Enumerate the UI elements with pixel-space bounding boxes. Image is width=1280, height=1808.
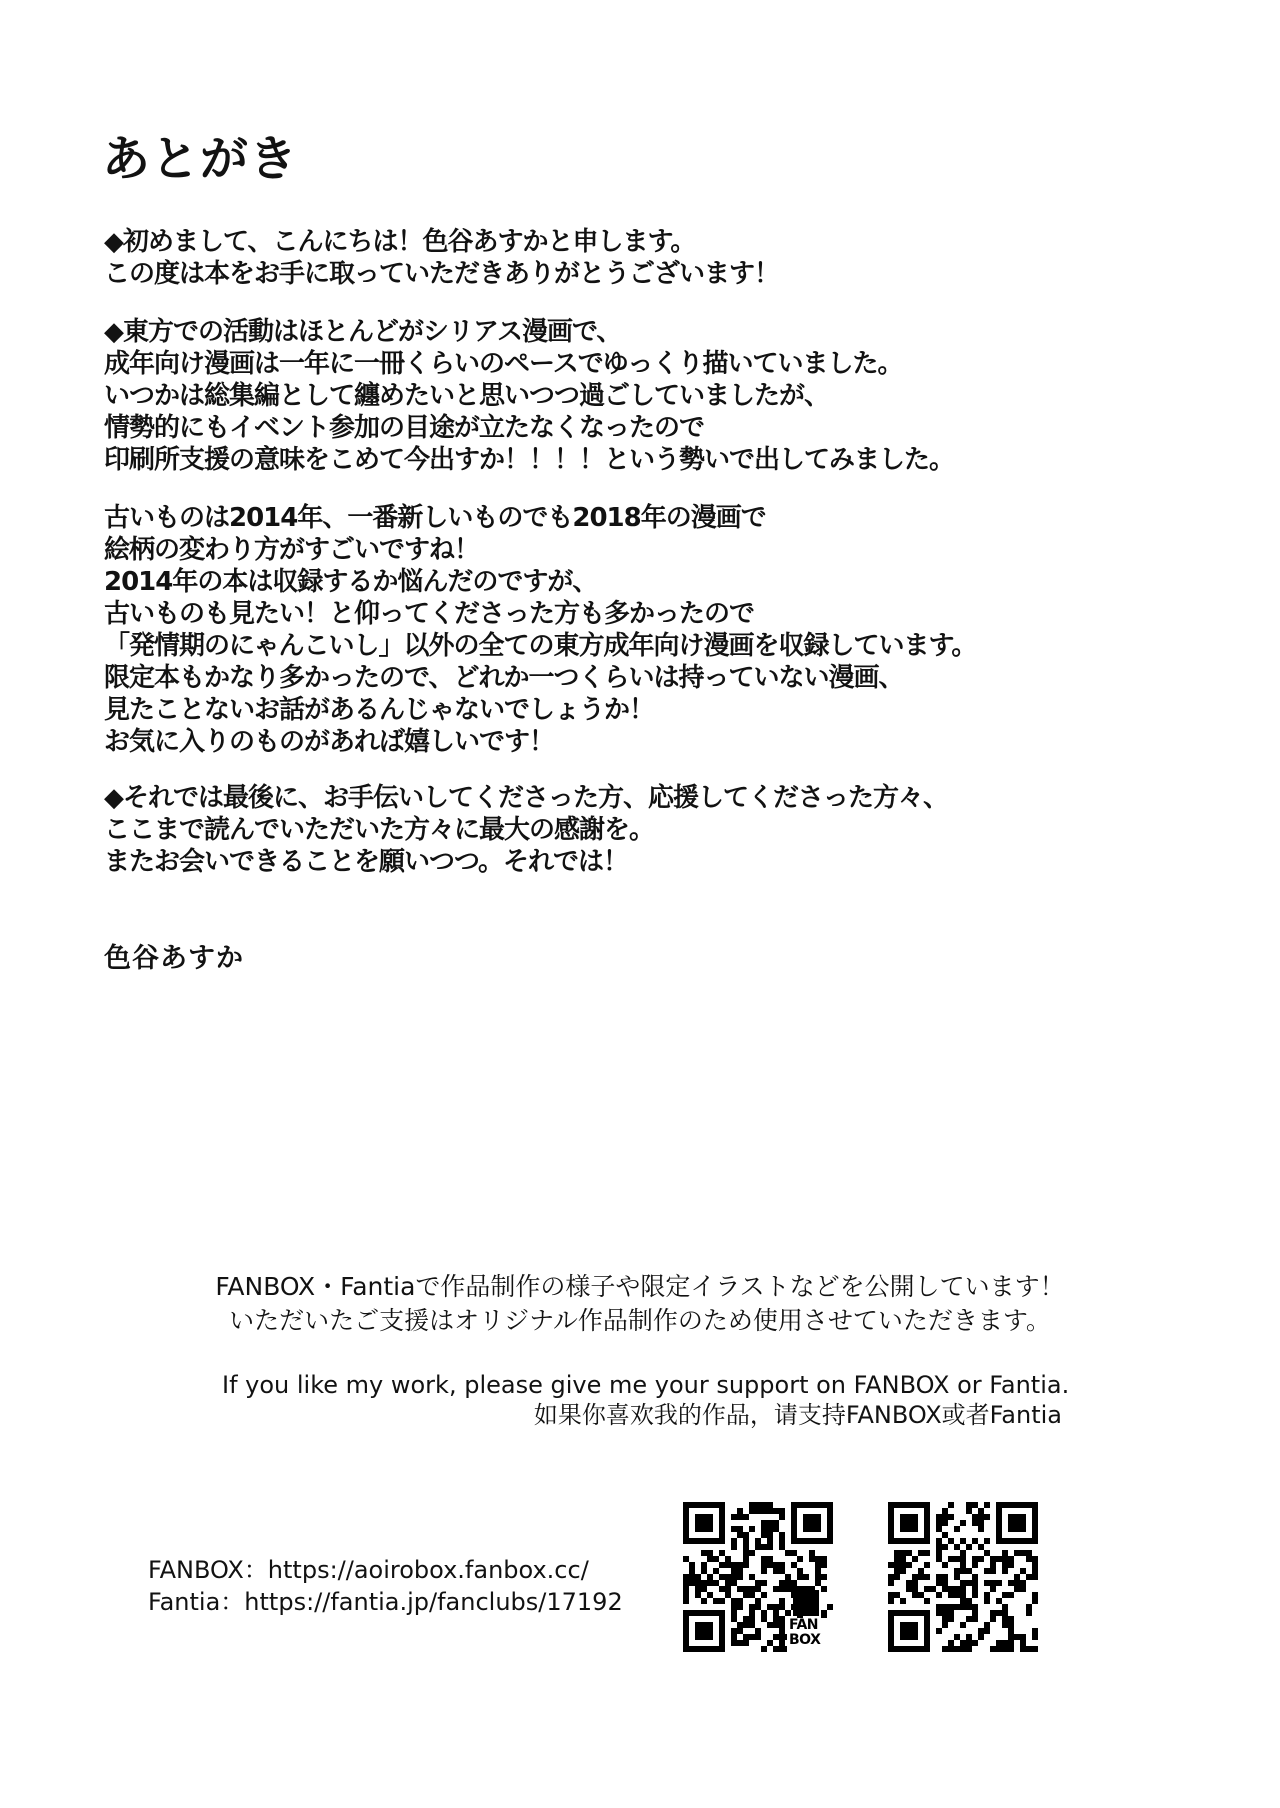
fantia-url: Fantia：https://fantia.jp/fanclubs/17192 bbox=[148, 1588, 623, 1616]
text-line: ◆初めまして、こんにちは！色谷あすかと申します。 bbox=[104, 227, 696, 257]
fanbox-url: FANBOX：https://aoirobox.fanbox.cc/ bbox=[148, 1556, 589, 1584]
text-line: 限定本もかなり多かったので、どれか一つくらいは持っていない漫画、 bbox=[104, 663, 904, 693]
support-notice-en: If you like my work, please give me your support on FANBOX or Fantia. bbox=[222, 1371, 1070, 1399]
text-line: 古いものも見たい！と仰ってくださった方も多かったので bbox=[104, 599, 755, 629]
text-line: 2014年の本は収録するか悩んだのですが、 bbox=[104, 567, 598, 597]
paragraph-greeting bbox=[104, 226, 779, 290]
text-line: 情勢的にもイベント参加の目途が立たなくなったので bbox=[104, 413, 705, 443]
paragraph-thanks bbox=[104, 782, 948, 878]
paragraph-activity bbox=[104, 316, 954, 476]
text-line: いつかは総集編として纏めたいと思いつつ過ごしていましたが、 bbox=[104, 381, 830, 411]
support-notice-zh: 如果你喜欢我的作品，请支持FANBOX或者Fantia bbox=[533, 1401, 1062, 1429]
qr-code-fanbox bbox=[683, 1502, 833, 1652]
text-line: お気に入りのものがあれば嬉しいです！ bbox=[104, 727, 555, 757]
text-line: またお会いできることを願いつつ。それでは！ bbox=[104, 847, 628, 877]
text-line: 古いものは2014年、一番新しいものでも2018年の漫画で bbox=[104, 503, 766, 533]
text-line: いただいたご支援はオリジナル作品制作のため使用させていただきます。 bbox=[229, 1306, 1051, 1335]
text-line: ここまで読んでいただいた方々に最大の感謝を。 bbox=[104, 815, 655, 845]
text-line: FAN bbox=[789, 1617, 819, 1633]
text-line: 印刷所支援の意味をこめて今出すか！！！！という勢いで出してみました。 bbox=[104, 445, 955, 475]
text-line: ◆それでは最後に、お手伝いしてくださった方、応援してくださった方々、 bbox=[104, 783, 948, 813]
support-links bbox=[148, 1554, 623, 1618]
author-signature: 色谷あすか bbox=[104, 943, 244, 974]
support-notice-jp bbox=[10, 1270, 1270, 1338]
fanbox-qr-label bbox=[787, 1618, 833, 1654]
qr-code-fantia bbox=[888, 1502, 1038, 1652]
text-line: BOX bbox=[789, 1632, 821, 1648]
paragraph-collection bbox=[104, 502, 976, 758]
text-line: FANBOX・Fantiaで作品制作の様子や限定イラストなどを公開しています！ bbox=[215, 1272, 1065, 1301]
text-line: 絵柄の変わり方がすごいですね！ bbox=[104, 535, 480, 565]
fanbox-logo-square bbox=[793, 1590, 819, 1616]
text-line: ◆東方での活動はほとんどがシリアス漫画で、 bbox=[104, 317, 622, 347]
text-line: 「発情期のにゃんこいし」以外の全ての東方成年向け漫画を収録しています。 bbox=[104, 631, 977, 661]
support-notice-intl bbox=[222, 1370, 1070, 1430]
page-title: あとがき bbox=[102, 131, 299, 187]
text-line: 見たことないお話があるんじゃないでしょうか！ bbox=[104, 695, 655, 725]
text-line: 成年向け漫画は一年に一冊くらいのペースでゆっくり描いていました。 bbox=[104, 349, 903, 379]
text-line: この度は本をお手に取っていただきありがとうございます！ bbox=[104, 259, 780, 289]
